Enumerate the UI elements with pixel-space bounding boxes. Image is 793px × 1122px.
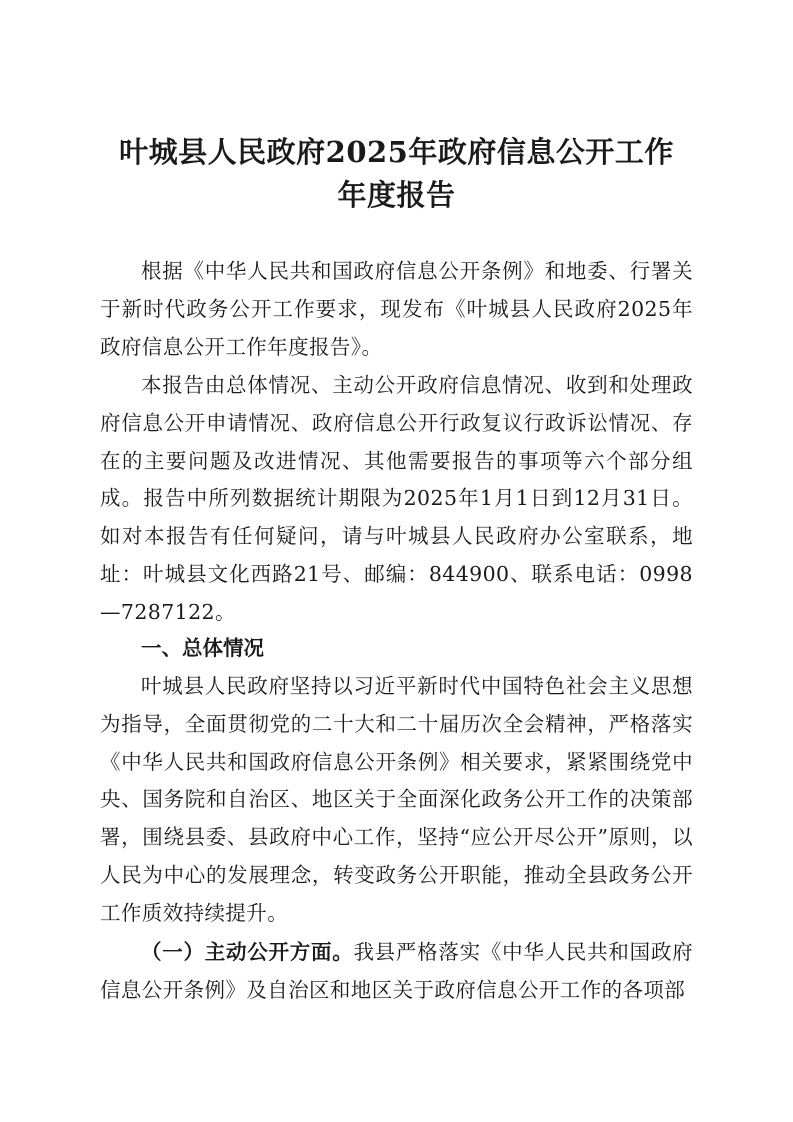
document-title-line1: 叶城县人民政府2025年政府信息公开工作 — [119, 135, 674, 169]
subsection-text: 我县严格落实《中华人民共和国政府信息公开条例》及自治区和地区关于政府信息公开工作的各项部 — [100, 940, 693, 1002]
document-title-line2: 年度报告 — [337, 178, 456, 212]
scope-paragraph: 本报告由总体情况、主动公开政府信息情况、收到和处理政府信息公开申请情况、政府信息公开行政复议行政诉讼情况、存在的主要问题及改进情况、其他需要报告的事项等六个部分组成。报告中所列数据统计期限为2025年1月1日到12月31日。如对本报告有任何疑问，请与叶城县人民政府办公室联系，地址：叶城县文化西路21号、邮编：844900、联系电话：0998—7287122。 — [100, 373, 693, 624]
overview-paragraph: 叶城县人民政府坚持以习近平新时代中国特色社会主义思想为指导，全面贯彻党的二十大和二十届历次全会精神，严格落实《中华人民共和国政府信息公开条例》相关要求，紧紧围绕党中央、国务院和自治区、地区关于全面深化政务公开工作的决策部署，围绕县委、县政府中心工作，坚持“应公开尽公开”原则，以人民为中心的发展理念，转变政务公开职能，推动全县政务公开工作质效持续提升。 — [100, 674, 693, 925]
intro-paragraph: 根据《中华人民共和国政府信息公开条例》和地委、行署关于新时代政务公开工作要求，现发布《叶城县人民政府2025年政府信息公开工作年度报告》。 — [100, 259, 693, 359]
subsection-lead: （一）主动公开方面。 — [141, 940, 354, 964]
section-heading-overview: 一、总体情况 — [141, 636, 264, 660]
active-disclosure-paragraph — [100, 934, 693, 1010]
